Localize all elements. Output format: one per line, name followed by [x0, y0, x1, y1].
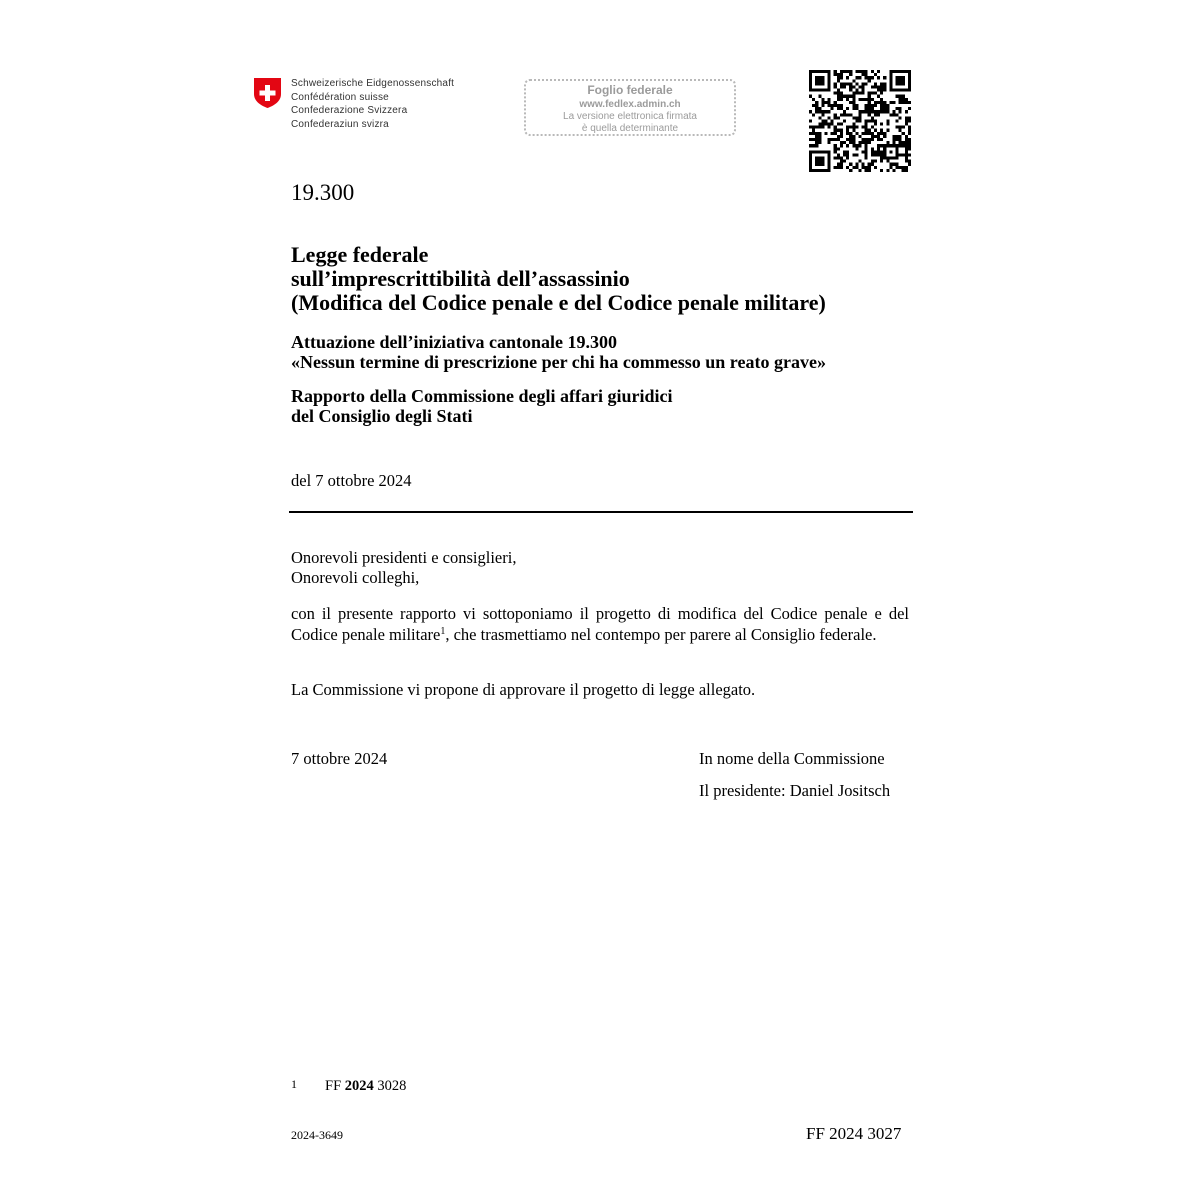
title-line-1: Legge federale	[291, 242, 429, 267]
signature-date: 7 ottobre 2024	[291, 749, 388, 768]
salutation	[291, 548, 516, 588]
federal-gazette-stamp	[524, 79, 736, 136]
paragraph-1-text-after: , che trasmettiamo nel contempo per parere al Consiglio federale.	[445, 624, 877, 644]
footer-document-id: 2024-3649	[291, 1128, 343, 1142]
confederation-name-fr: Confédération suisse	[291, 91, 389, 103]
footnote-prefix: FF	[325, 1078, 342, 1094]
report-line-1: Rapporto della Commissione degli affari giuridici	[291, 386, 673, 406]
document-number: 19.300	[291, 180, 355, 205]
paragraph-1	[291, 604, 909, 645]
paragraph-1-text-before: con il presente rapporto vi sottoponiamo il progetto di modifica del Codice penale e del Codice penale militare	[291, 604, 909, 644]
footnote-year: 2024	[344, 1078, 374, 1094]
stamp-note-line1: La versione elettronica firmata	[563, 111, 697, 122]
report-heading	[291, 386, 673, 426]
document-title	[291, 243, 826, 315]
stamp-url: www.fedlex.admin.ch	[579, 99, 681, 110]
salutation-line-1: Onorevoli presidenti e consiglieri,	[291, 548, 517, 567]
divider	[289, 511, 913, 513]
confederation-name-rm: Confederaziun svizra	[291, 118, 389, 130]
confederation-name-de: Schweizerische Eidgenossenschaft	[291, 78, 455, 89]
confederation-name-it: Confederazione Svizzera	[291, 105, 408, 116]
report-line-2: del Consiglio degli Stati	[291, 406, 473, 426]
title-line-3: (Modifica del Codice penale e del Codice penale militare)	[291, 290, 826, 315]
swiss-cross-icon	[253, 77, 282, 109]
paragraph-2: La Commissione vi propone di approvare il progetto di legge allegato.	[291, 680, 756, 699]
footnote-number: 1	[291, 1077, 297, 1091]
signature-line-2: Il presidente: Daniel Jositsch	[699, 781, 891, 800]
title-line-2: sull’imprescrittibilità dell’assassinio	[291, 266, 630, 291]
salutation-line-2: Onorevoli colleghi,	[291, 568, 420, 587]
subtitle-line-1: Attuazione dell’iniziativa cantonale 19.300	[291, 332, 617, 352]
footnote-page: 3028	[377, 1078, 407, 1094]
document-subtitle	[291, 332, 826, 372]
confederation-names	[291, 77, 454, 131]
subtitle-line-2: «Nessun termine di prescrizione per chi ha commesso un reato grave»	[291, 352, 826, 372]
footnote-reference[interactable]: 1	[440, 625, 446, 637]
stamp-note-line2: è quella determinante	[581, 123, 679, 134]
stamp-title: Foglio federale	[587, 83, 673, 97]
document-date: del 7 ottobre 2024	[291, 471, 412, 490]
qr-code-icon	[809, 70, 911, 172]
signature-line-1: In nome della Commissione	[699, 749, 885, 768]
footnote-text	[325, 1078, 406, 1095]
footer-page-reference: FF 2024 3027	[806, 1124, 902, 1143]
